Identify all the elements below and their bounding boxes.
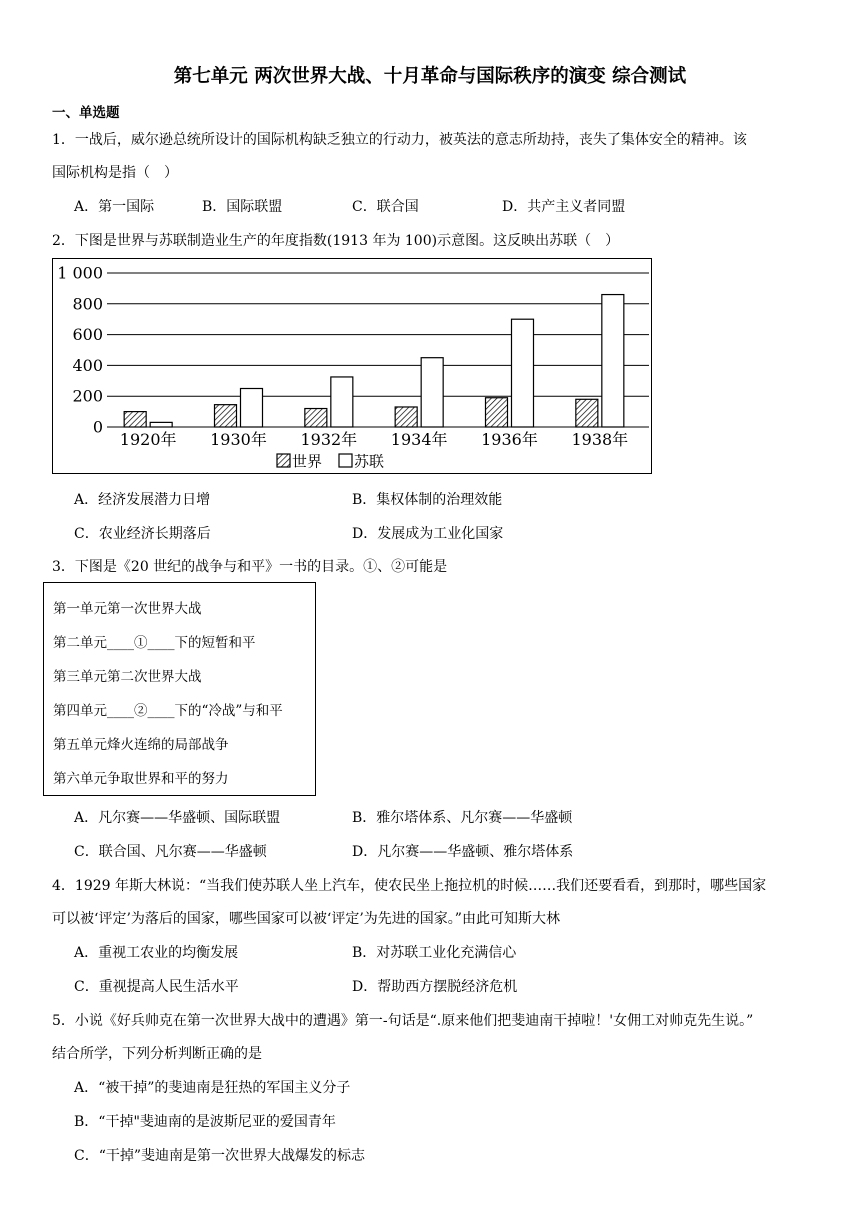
q1-option-b: B．国际联盟 — [202, 199, 283, 215]
x-tick-label: 1938年 — [571, 430, 629, 449]
q5-option-a: A．“被干掉”的斐迪南是狂热的军国主义分子 — [74, 1080, 351, 1096]
q4-option-a: A．重视工农业的均衡发展 — [74, 945, 239, 961]
bar-world — [215, 405, 237, 427]
q1-stem-line1: 1．一战后，威尔逊总统所设计的国际机构缺乏独立的行动力，被英法的意志所劫持，丧失了集体安全的精神。该 — [52, 132, 747, 148]
x-tick-label: 1920年 — [119, 430, 177, 449]
q2-option-a: A．经济发展潜力日增 — [74, 492, 211, 508]
q1-stem-line2: 国际机构是指（ ） — [52, 165, 178, 181]
q4-option-d: D．帮助西方摆脱经济危机 — [352, 979, 518, 995]
toc-item: 第二单元____①____下的短暂和平 — [53, 635, 256, 651]
legend-swatch — [277, 454, 290, 467]
bar-world — [395, 407, 417, 427]
legend-label: 世界 — [292, 452, 323, 471]
bar-world — [576, 399, 598, 427]
legend-label: 苏联 — [354, 452, 385, 471]
y-tick-label: 400 — [72, 355, 103, 375]
q4-stem-line2: 可以被‘评定’为落后的国家，哪些国家可以被‘评定’为先进的国家。”由此可知斯大林 — [52, 911, 560, 927]
x-tick-label: 1932年 — [300, 430, 358, 449]
bar-chart — [52, 258, 652, 474]
toc-item: 第六单元争取世界和平的努力 — [53, 771, 229, 787]
bar-ussr — [150, 422, 172, 427]
y-tick-label: 800 — [72, 294, 103, 314]
toc-item: 第三单元第二次世界大战 — [53, 669, 202, 685]
q5-option-b: B．“干掉"斐迪南的是波斯尼亚的爱国青年 — [74, 1114, 336, 1130]
q2-option-d: D．发展成为工业化国家 — [352, 526, 504, 542]
q5-stem-line2: 结合所学，下列分析判断正确的是 — [52, 1046, 262, 1062]
q4-stem-line1: 4．1929 年斯大林说：“当我们使苏联人坐上汽车，使农民坐上拖拉机的时候……我们还要看看，到那时，哪些国家 — [52, 878, 767, 894]
q2-option-c: C．农业经济长期落后 — [74, 526, 211, 542]
q3-option-b: B．雅尔塔体系、凡尔赛——华盛顿 — [352, 810, 573, 826]
q2-option-b: B．集权体制的治理效能 — [352, 492, 503, 508]
x-tick-label: 1936年 — [481, 430, 538, 449]
bar-ussr — [331, 377, 353, 427]
q5-stem-line1: 5．小说《好兵帅克在第一次世界大战中的遭遇》第一-句话是“.原来他们把斐迪南干掉啦！'女佣工对帅克先生说。” — [52, 1013, 754, 1029]
q3-stem: 3．下图是《20 世纪的战争与和平》一书的目录。①、②可能是 — [52, 559, 448, 575]
q3-option-a: A．凡尔赛——华盛顿、国际联盟 — [74, 810, 281, 826]
q1-option-d: D．共产主义者同盟 — [502, 199, 626, 215]
y-tick-label: 600 — [72, 325, 103, 345]
page-title: 第七单元 两次世界大战、十月革命与国际秩序的演变 综合测试 — [173, 66, 687, 87]
q3-option-d: D．凡尔赛——华盛顿、雅尔塔体系 — [352, 844, 574, 860]
q1-option-c: C．联合国 — [352, 199, 419, 215]
x-tick-label: 1934年 — [390, 430, 448, 449]
q1-option-a: A．第一国际 — [74, 199, 155, 215]
q4-option-b: B．对苏联工业化充满信心 — [352, 945, 517, 961]
toc-item: 第五单元烽火连绵的局部战争 — [53, 737, 229, 753]
chart-svg — [53, 259, 651, 473]
q4-option-c: C．重视提高人民生活水平 — [74, 979, 239, 995]
bar-ussr — [602, 295, 624, 427]
q3-option-c: C．联合国、凡尔赛——华盛顿 — [74, 844, 267, 860]
q2-stem: 2．下图是世界与苏联制造业生产的年度指数(1913 年为 100)示意图。这反映出苏联（ ） — [52, 233, 620, 249]
y-tick-label: 0 — [92, 417, 103, 437]
bar-world — [486, 398, 508, 427]
y-tick-label: 1 000 — [57, 263, 103, 283]
x-tick-label: 1930年 — [210, 430, 267, 449]
bar-ussr — [421, 358, 443, 427]
bar-ussr — [512, 319, 534, 427]
table-of-contents — [43, 582, 316, 796]
q5-option-c: C．“干掉”斐迪南是第一次世界大战爆发的标志 — [74, 1148, 366, 1164]
section-heading: 一、单选题 — [52, 105, 120, 121]
y-tick-label: 200 — [72, 386, 103, 406]
bar-ussr — [241, 389, 263, 428]
bar-world — [305, 409, 327, 427]
toc-item: 第四单元____②____下的“冷战”与和平 — [53, 703, 283, 719]
bar-world — [124, 412, 146, 427]
legend-swatch — [339, 454, 352, 467]
toc-item: 第一单元第一次世界大战 — [53, 601, 202, 617]
